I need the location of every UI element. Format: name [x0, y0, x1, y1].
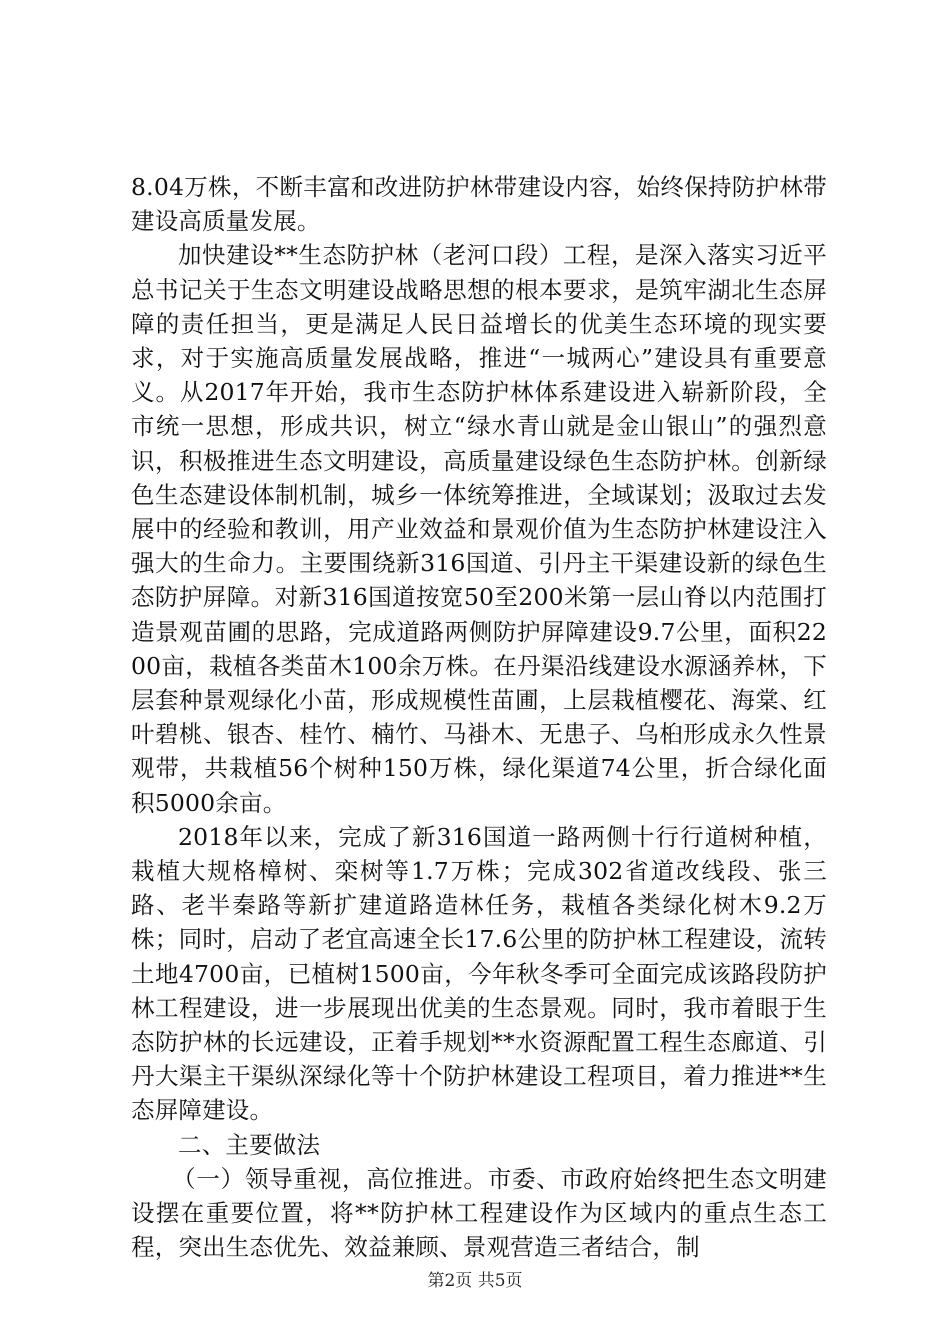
page-footer: 第2页 共5页	[427, 1271, 523, 1291]
section-heading-main-practices: 二、主要做法	[178, 1130, 321, 1159]
document-body	[131, 170, 827, 1265]
paragraph-leadership: （一）领导重视，高位推进。市委、市政府始终把生态文明建设摆在重要位置，将**防护林工程建设作为区域内的重点生态工程，突出生态优先、效益兼顾、景观营造三者结合，制	[131, 1164, 827, 1262]
paragraph-since-2018: 2018年以来，完成了新316国道一路两侧十行行道树种植，栽植大规格樟树、栾树等1.7万株；完成302省道改线段、张三路、老半秦路等新扩建道路造林任务，栽植各类绿化树木9.2万株；同时，启动了老宜高速全长17.6公里的防护林工程建设，流转土地4700亩，已植树1500亩，今年秋冬季可全面完成该路段防护林工程建设，进一步展现出优美的生态景观。同时，我市着眼于生态防护林的长远建设，正着手规划**水资源配置工程生态廊道、引丹大渠主干渠纵深绿化等十个防护林建设工程项目，着力推进**生态屏障建设。	[131, 822, 827, 1125]
paragraph-project-significance: 加快建设**生态防护林（老河口段）工程，是深入落实习近平总书记关于生态文明建设战略思想的根本要求，是筑牢湖北生态屏障的责任担当，更是满足人民日益增长的优美生态环境的现实要求，对于实施高质量发展战略，推进“一城两心”建设具有重要意义。从2017年开始，我市生态防护林体系建设进入崭新阶段，全市统一思想，形成共识，树立“绿水青山就是金山银山”的强烈意识，积极推进生态文明建设，高质量建设绿色生态防护林。创新绿色生态建设体制机制，城乡一体统筹推进，全域谋划；汲取过去发展中的经验和教训，用产业效益和景观价值为生态防护林建设注入强大的生命力。主要围绕新316国道、引丹主干渠建设新的绿色生态防护屏障。对新316国道按宽50至200米第一层山脊以内范围打造景观苗圃的思路，完成道路两侧防护屏障建设9.7公里，面积2200亩，栽植各类苗木100余万株。在丹渠沿线建设水源涵养林，下层套种景观绿化小苗，形成规模性苗圃，上层栽植樱花、海棠、红叶碧桃、银杏、桂竹、楠竹、马褂木、无患子、乌桕形成永久性景观带，共栽植56个树种150万株，绿化渠道74公里，折合绿化面积5000余亩。	[131, 241, 827, 817]
paragraph-continuation: 8.04万株，不断丰富和改进防护林带建设内容，始终保持防护林带建设高质量发展。	[131, 173, 827, 236]
